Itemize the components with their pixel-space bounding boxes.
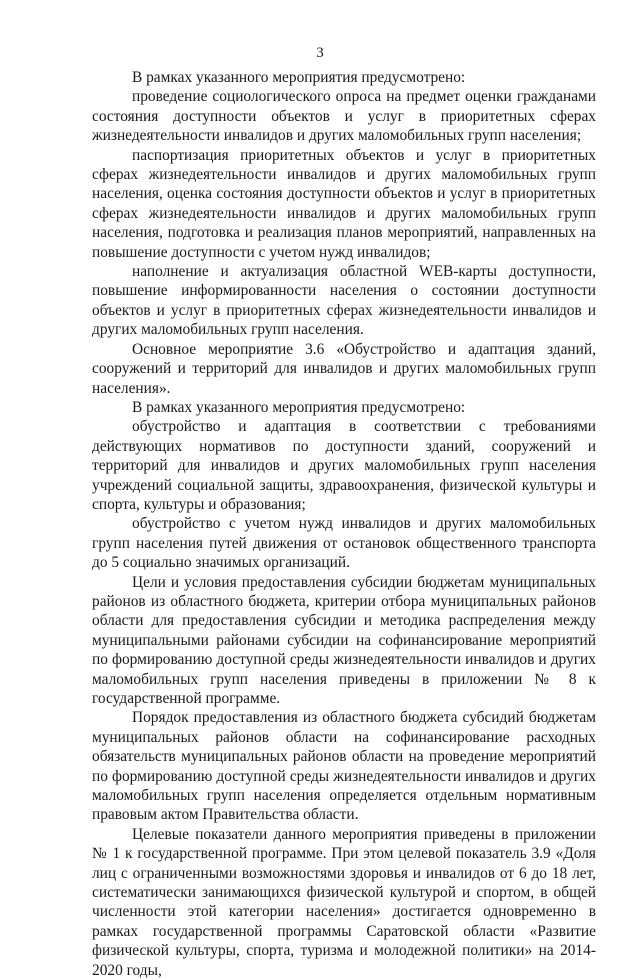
paragraph-subsidy-goals: Цели и условия предоставления субсидии бюджетам муниципальных районов из областного бюджета, критерии отбора муниципальных районов области для предоставления субсидии и методика распределения между муниципальными районами субсидии на софинансирование мероприятий по формированию доступной среды жизнедеятельности инвалидов и других маломобильных групп населения приведены в приложении № 8 к государственной программе. [92, 573, 596, 707]
paragraph-subsidy-procedure: Порядок предоставления из областного бюджета субсидий бюджетам муниципальных районов области на софинансирование расходных обязательств муниципальных районов области на проведение мероприятий по формированию доступной среды жизнедеятельности инвалидов и других маломобильных групп населения определяется отдельным нормативным правовым актом Правительства области. [92, 709, 596, 824]
body-text [92, 68, 596, 980]
paragraph-target-indicators: Целевые показатели данного мероприятия приведены в приложении № 1 к государственной программе. При этом целевой показатель 3.9 «Доля лиц с ограниченными возможностями здоровья и инвалидов от 6 до 18 лет, систематически занимающихся физической культурой и спортом, в общей численности этой категории населения» достигается одновременно в рамках государственной программы Саратовской области «Развитие физической культуры, спорта, туризма и молодежной политики» на 2014-2020 годы, [92, 825, 596, 979]
paragraph-main-activity: Основное мероприятие 3.6 «Обустройство и адаптация зданий, сооружений и территорий для инвалидов и других маломобильных групп населения». [92, 340, 596, 397]
paragraph-routes: обустройство с учетом нужд инвалидов и других маломобильных групп населения путей движения от остановок общественного транспорта до 5 социально значимых организаций. [92, 515, 596, 572]
page-number: 3 [316, 45, 324, 61]
paragraph-intro-2: В рамках указанного мероприятия предусмотрено: [132, 398, 466, 416]
paragraph-certification: паспортизация приоритетных объектов и услуг в приоритетных сферах жизнедеятельности инвалидов и других маломобильных групп населения, оценка состояния доступности объектов и услуг в приоритетных сферах жизнедеятельности инвалидов и других маломобильных групп населения, подготовка и реализация планов мероприятий, направленных на повышение доступности с учетом нужд инвалидов; [92, 146, 596, 261]
paragraph-adaptation: обустройство и адаптация в соответствии с требованиями действующих нормативов по доступности зданий, сооружений и территорий для инвалидов и других маломобильных групп населения учреждений социальной защиты, здравоохранения, физической культуры и спорта, культуры и образования; [92, 418, 596, 513]
paragraph-web-map: наполнение и актуализация областной WEB-карты доступности, повышение информированности населения о состоянии доступности объектов и услуг в приоритетных сферах жизнедеятельности инвалидов и других маломобильных групп населения. [92, 263, 596, 339]
paragraph-survey: проведение социологического опроса на предмет оценки гражданами состояния доступности объектов и услуг в приоритетных сферах жизнедеятельности инвалидов и других маломобильных групп населения; [92, 88, 596, 145]
paragraph-intro: В рамках указанного мероприятия предусмотрено: [132, 69, 466, 86]
